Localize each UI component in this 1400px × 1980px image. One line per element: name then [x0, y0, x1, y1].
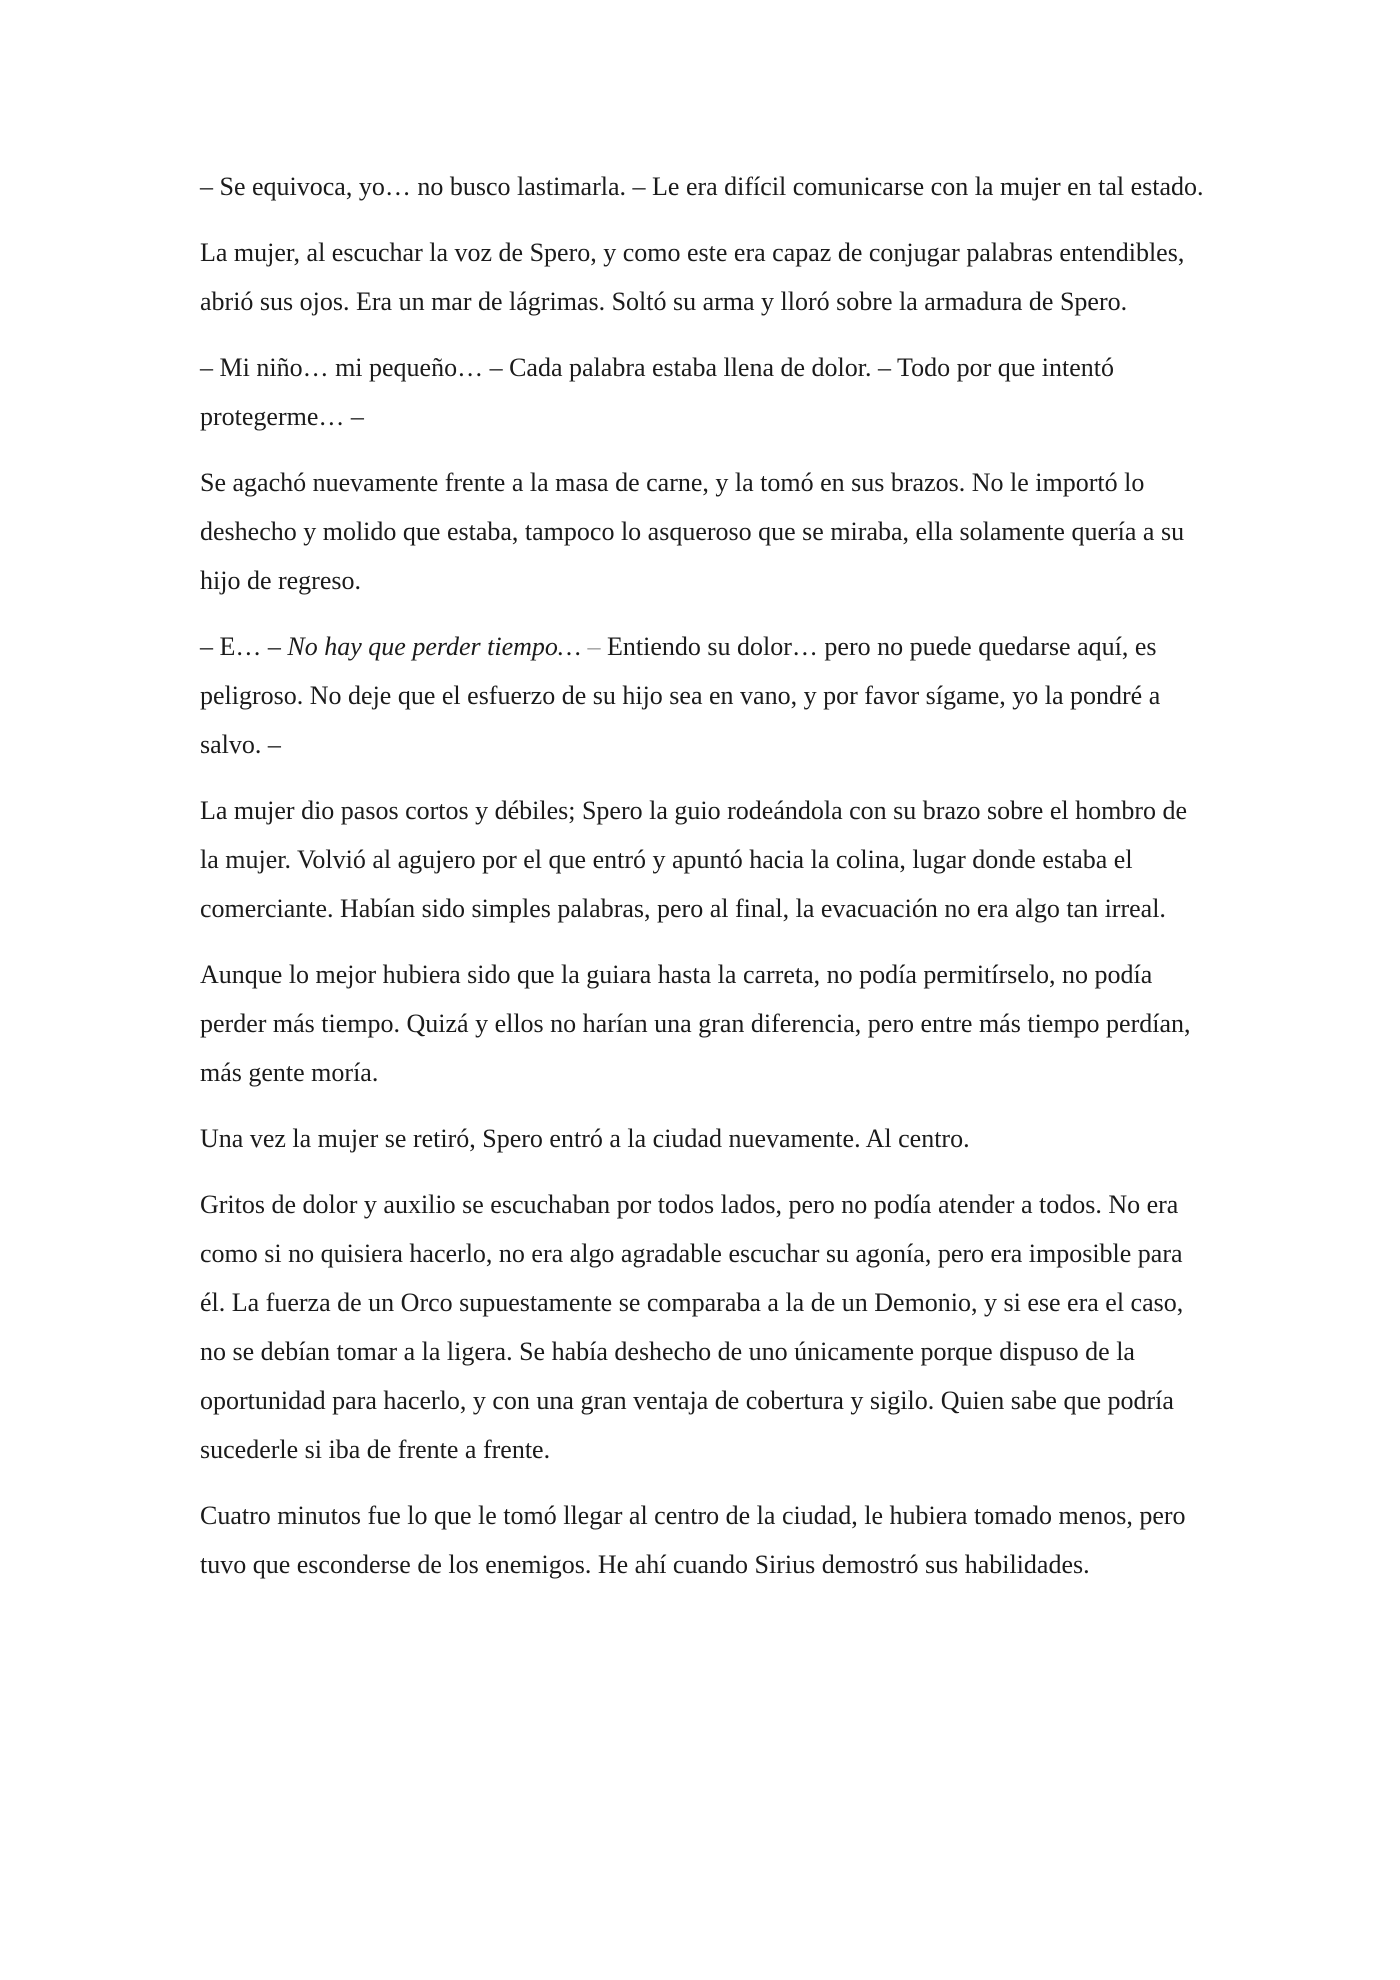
paragraph-1: – Se equivoca, yo… no busco lastimarla. – Le era difícil comunicarse con la mujer en tal estado.: [200, 172, 1204, 201]
paragraph-2: La mujer, al escuchar la voz de Spero, y como este era capaz de conjugar palabras entendibles, abrió sus ojos. Era un mar de lágrimas. Soltó su arma y lloró sobre la armadura de Spero.: [200, 238, 1185, 316]
paragraph-8: Una vez la mujer se retiró, Spero entró a la ciudad nuevamente. Al centro.: [200, 1124, 970, 1153]
document-body: [200, 162, 1208, 1606]
paragraph-5-italic-thought: No hay que perder tiempo…: [287, 632, 582, 661]
paragraph-5-rest: Entiendo su dolor… pero no puede quedarse aquí, es peligroso. No deje que el esfuerzo de su hijo sea en vano, y por favor sígame, yo la pondré a salvo. –: [200, 632, 1161, 759]
paragraph-6: La mujer dio pasos cortos y débiles; Spero la guio rodeándola con su brazo sobre el hombro de la mujer. Volvió al agujero por el que entró y apuntó hacia la colina, lugar donde estaba el comerciante. Habían sido simples palabras, pero al final, la evacuación no era algo tan irreal.: [200, 796, 1188, 923]
paragraph-5: [200, 622, 1208, 769]
paragraph-3: – Mi niño… mi pequeño… – Cada palabra estaba llena de dolor. – Todo por que intentó protegerme… –: [200, 353, 1114, 431]
paragraph-7: Aunque lo mejor hubiera sido que la guiara hasta la carreta, no podía permitírselo, no podía perder más tiempo. Quizá y ellos no harían una gran diferencia, pero entre más tiempo perdían, más gente moría.: [200, 960, 1191, 1087]
paragraph-5-dash: –: [581, 632, 608, 661]
paragraph-10: Cuatro minutos fue lo que le tomó llegar al centro de la ciudad, le hubiera tomado menos, pero tuvo que esconderse de los enemigos. He ahí cuando Sirius demostró sus habilidades.: [200, 1501, 1186, 1579]
paragraph-5-lead: – E… –: [200, 632, 288, 661]
paragraph-4: Se agachó nuevamente frente a la masa de carne, y la tomó en sus brazos. No le importó lo deshecho y molido que estaba, tampoco lo asqueroso que se miraba, ella solamente quería a su hijo de regreso.: [200, 468, 1185, 595]
paragraph-9: Gritos de dolor y auxilio se escuchaban por todos lados, pero no podía atender a todos. No era como si no quisiera hacerlo, no era algo agradable escuchar su agonía, pero era imposible para él. La fuerza de un Orco supuestamente se comparaba a la de un Demonio, y si ese era el caso, no se debían tomar a la ligera. Se había deshecho de uno únicamente porque dispuso de la oportunidad para hacerlo, y con una gran ventaja de cobertura y sigilo. Quien sabe que podría sucederle si iba de frente a frente.: [200, 1190, 1184, 1464]
